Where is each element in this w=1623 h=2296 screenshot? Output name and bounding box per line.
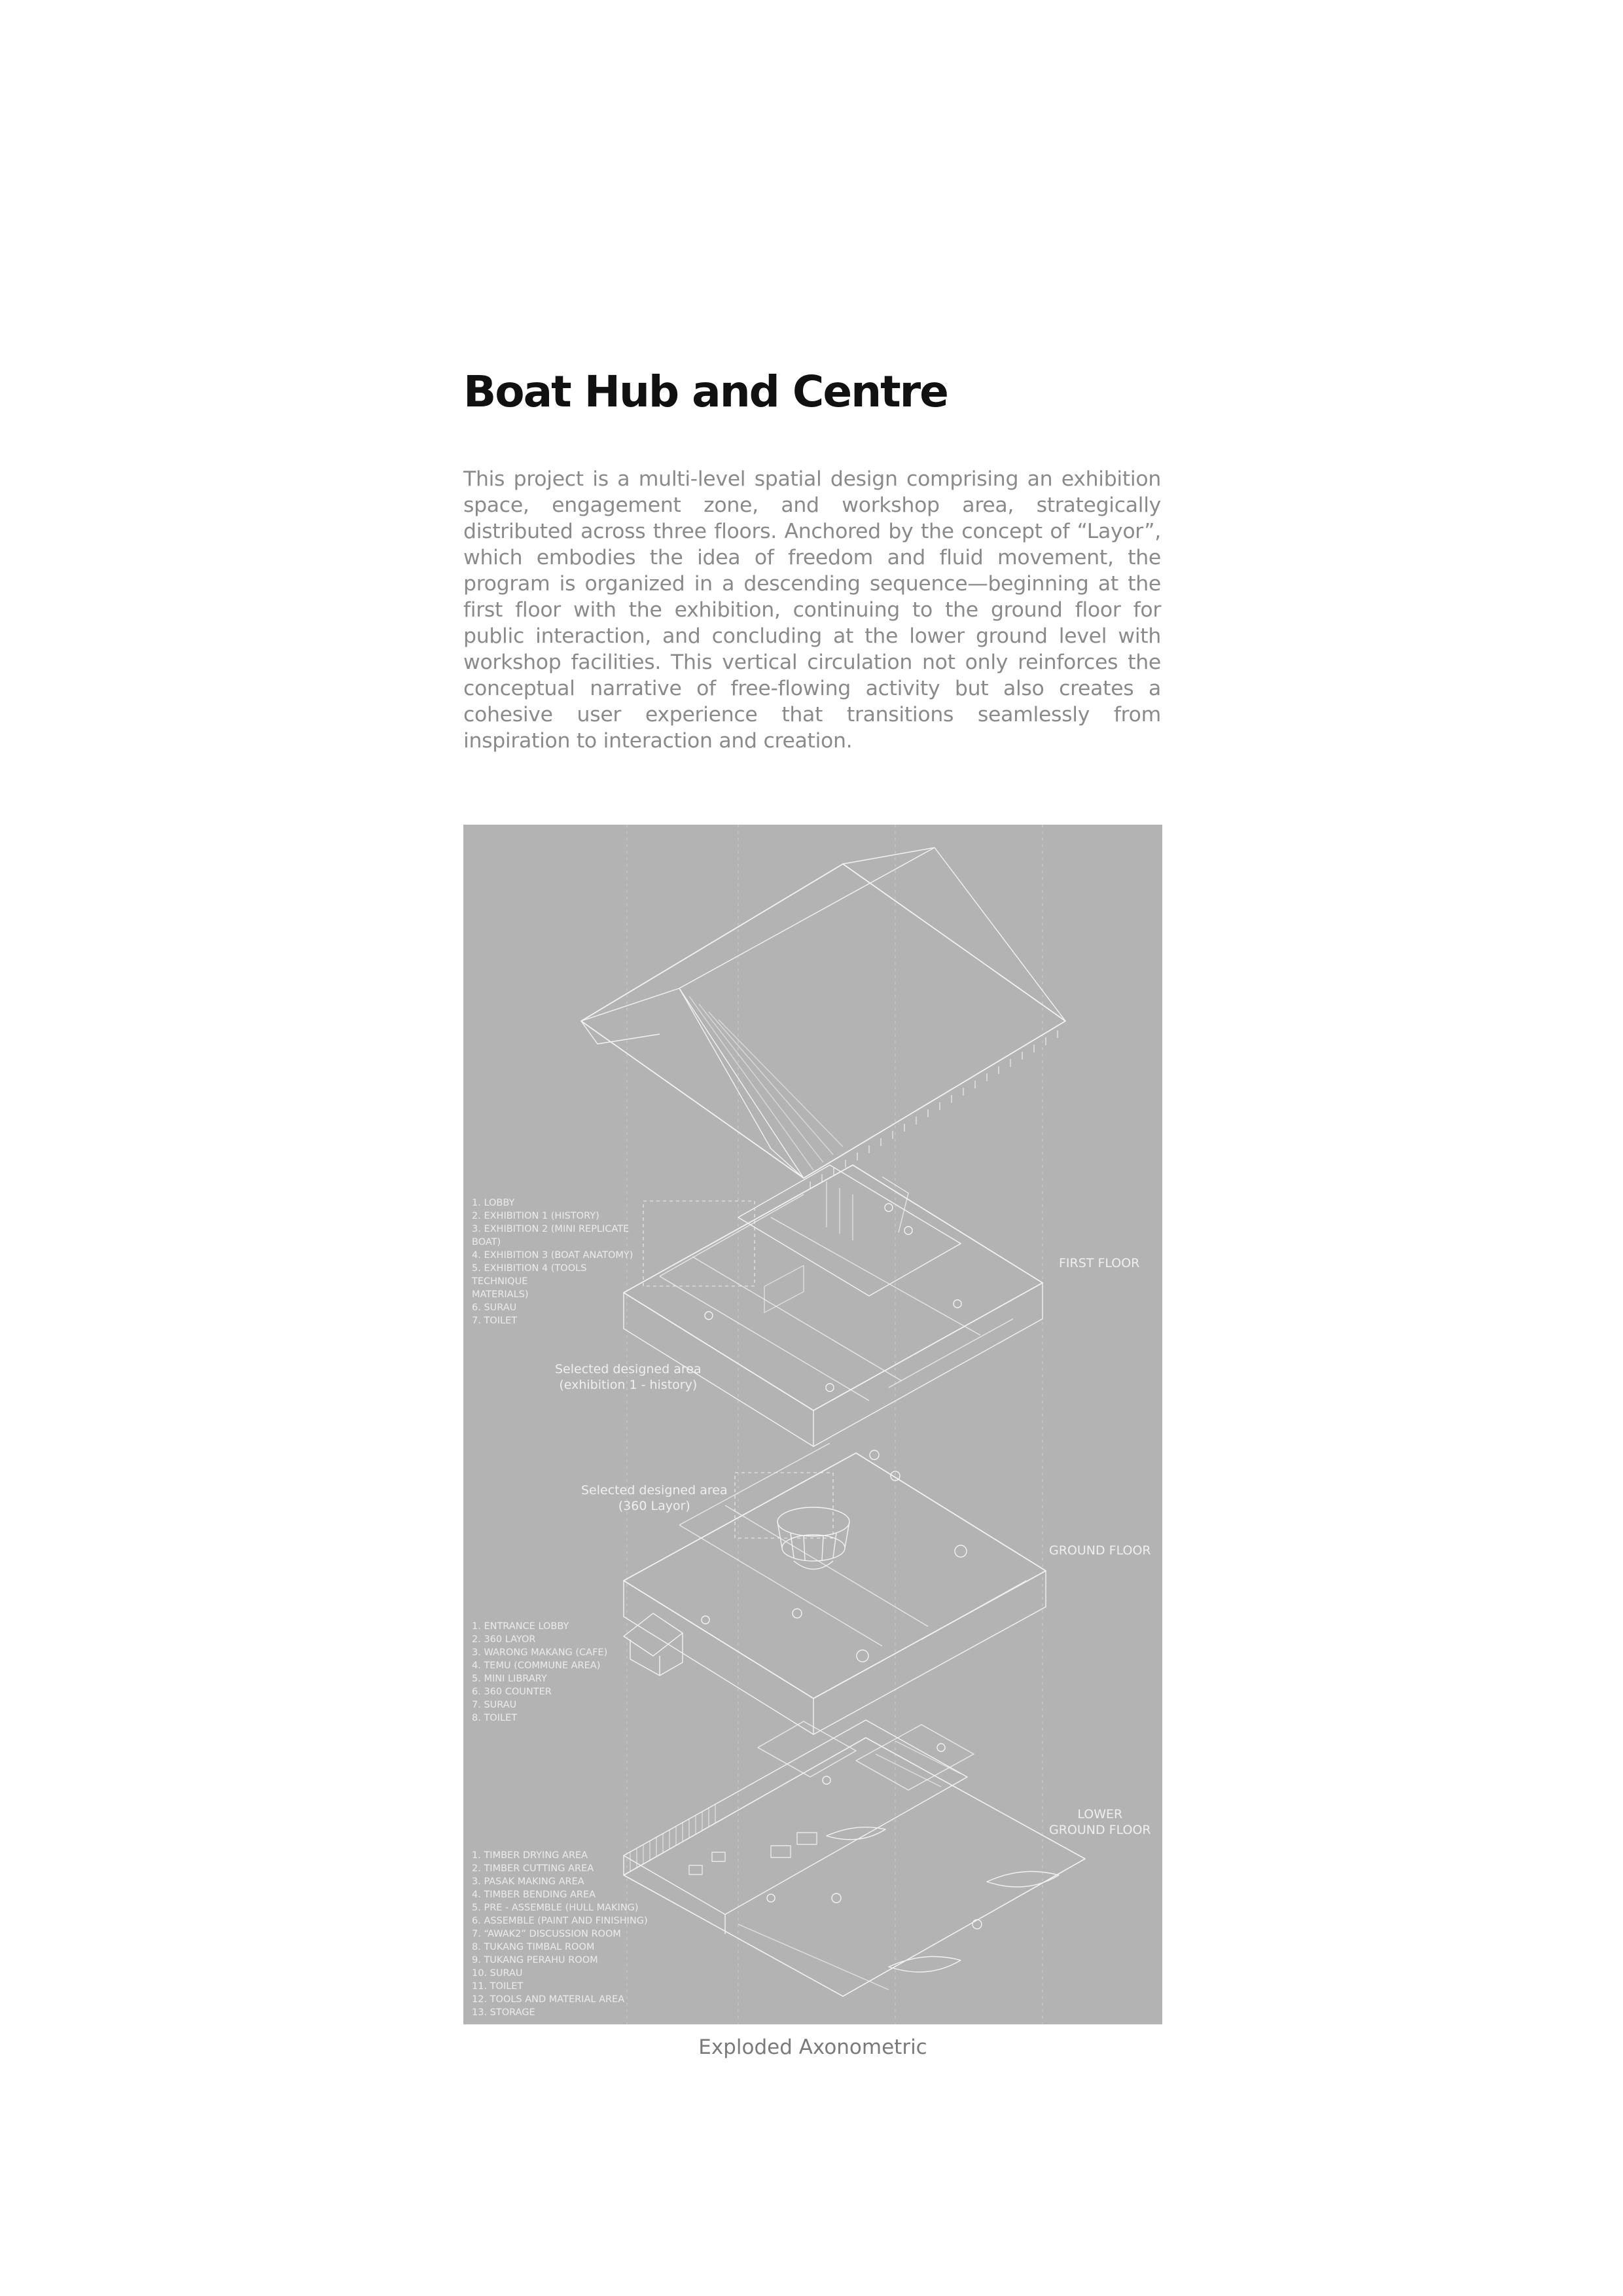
legend-item: 1. ENTRANCE LOBBY [472,1621,569,1632]
legend-item: 7. “AWAK2” DISCUSSION ROOM [472,1929,621,1939]
first-floor-label: FIRST FLOOR [1059,1256,1140,1270]
legend-item: TECHNIQUE [472,1276,528,1287]
project-description: This project is a multi-level spatial design comprising an exhibition space, engagement zone, and workshop area, strategically distributed across three floors. Anchored by the concept of “Layor”, which embodies the idea of freedom and fluid movement, the program is organized in a descending sequence—beginning at the first floor with the exhibition, continuing to the ground floor for public interaction, and concluding at the lower ground level with workshop facilities. This vertical circulation not only reinforces the conceptual narrative of free-flowing activity but also creates a cohesive user experience that transitions seamlessly from inspiration to interaction and creation. [463,467,1161,753]
roof-linework [581,848,1065,1189]
first-floor-selected-area-callout: Selected designed area (exhibition 1 - history) [555,1362,702,1392]
page-title: Boat Hub and Centre [463,367,948,417]
legend-item: MATERIALS) [472,1289,529,1300]
exploded-axonometric-drawing [463,825,1162,2024]
legend-item: 2. TIMBER CUTTING AREA [472,1863,594,1874]
legend-item: 5. PRE - ASSEMBLE (HULL MAKING) [472,1903,639,1913]
legend-item: 7. TOILET [472,1316,518,1326]
legend-item: 5. MINI LIBRARY [472,1674,547,1684]
legend-item: 11. TOILET [472,1981,524,1992]
legend-item: 13. STORAGE [472,2007,535,2018]
legend-item: 9. TUKANG PERAHU ROOM [472,1955,598,1965]
legend-item: 2. EXHIBITION 1 (HISTORY) [472,1211,599,1221]
legend-item: 12. TOOLS AND MATERIAL AREA [472,1994,625,2005]
legend-item: 1. LOBBY [472,1198,515,1208]
legend-item: 6. ASSEMBLE (PAINT AND FINISHING) [472,1916,648,1926]
first-floor-legend [472,1196,633,1327]
legend-item: 5. EXHIBITION 4 (TOOLS [472,1263,587,1274]
legend-item: 3. PASAK MAKING AREA [472,1876,584,1887]
legend-item: 10. SURAU [472,1968,523,1979]
projection-guides [627,825,1043,2024]
legend-item: 8. TUKANG TIMBAL ROOM [472,1942,595,1952]
legend-item: 6. 360 COUNTER [472,1687,552,1697]
ground-floor-legend [472,1620,607,1725]
legend-item: 3. EXHIBITION 2 (MINI REPLICATE [472,1224,630,1234]
lower-ground-floor-label: LOWER GROUND FLOOR [1049,1807,1151,1837]
legend-item: 4. EXHIBITION 3 (BOAT ANATOMY) [472,1250,633,1261]
lower-ground-floor-legend [472,1849,648,2019]
legend-item: 4. TEMU (COMMUNE AREA) [472,1660,601,1671]
legend-item: 7. SURAU [472,1700,517,1710]
legend-item: BOAT) [472,1237,501,1247]
legend-item: 4. TIMBER BENDING AREA [472,1890,596,1900]
legend-item: 2. 360 LAYOR [472,1634,536,1645]
legend-item: 8. TOILET [472,1713,518,1723]
ground-floor-selected-area-callout: Selected designed area (360 Layor) [581,1483,728,1513]
legend-item: 1. TIMBER DRYING AREA [472,1850,588,1861]
axonometric-linework [463,825,1162,2024]
lower-ground-floor-linework [624,1720,1085,1996]
legend-item: 6. SURAU [472,1302,517,1313]
ground-floor-label: GROUND FLOOR [1049,1543,1151,1558]
roof-rafter-ends [810,1030,1058,1189]
legend-item: 3. WARONG MAKANG (CAFE) [472,1647,608,1658]
first-floor-linework [624,1165,1043,1446]
figure-caption: Exploded Axonometric [698,2036,927,2059]
